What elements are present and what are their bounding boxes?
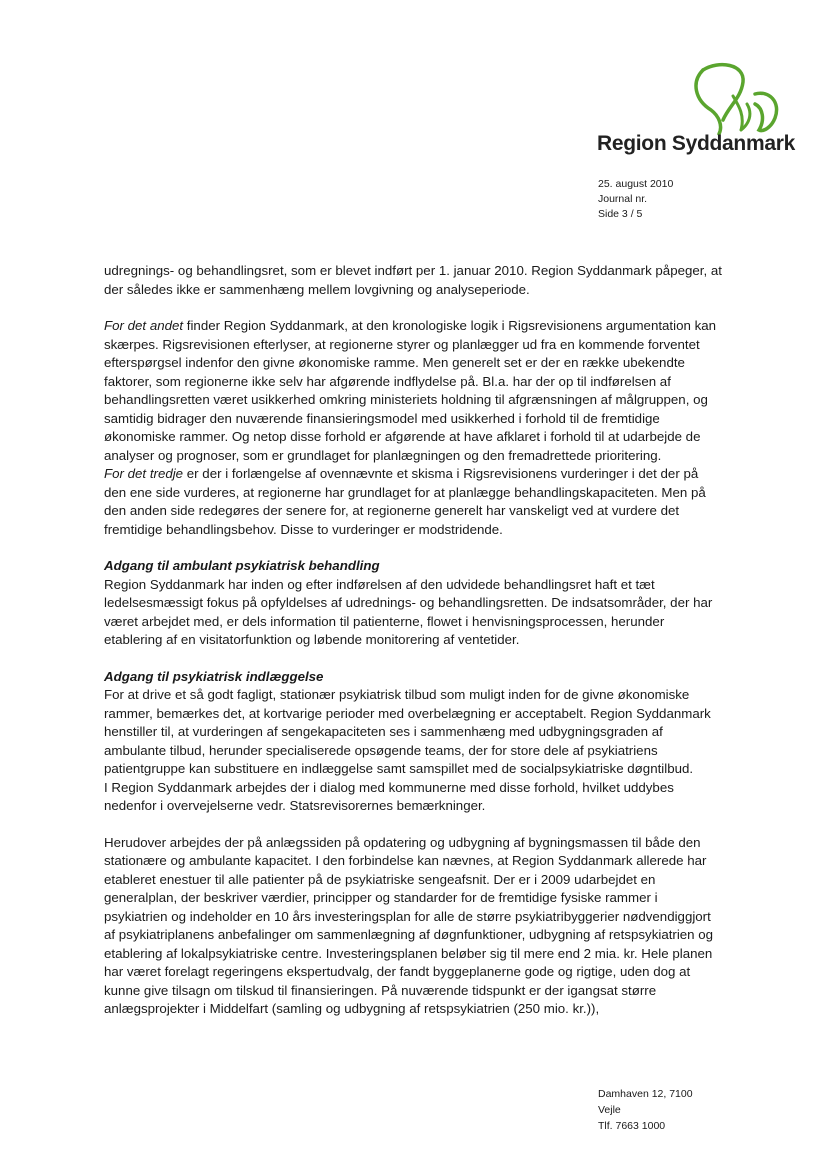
letter-meta bbox=[598, 177, 673, 222]
letter-body bbox=[104, 262, 724, 1037]
footer-phone: Tlf. 7663 1000 bbox=[598, 1120, 666, 1132]
paragraph-7: Herudover arbejdes der på anlægssiden på opdatering og udbygning af bygningsmassen til både den stationære og ambulante kapacitet. I den forbindelse kan nævnes, at Region Syddanmark allerede har etableret enestuer til alle patienter på de psykiatriske sengeafsnit. Der er i 2009 udarbejdet en generalplan, der beskriver værdier, principper og standarder for de fremtidige fysiske rammer i psykiatrien og indeholder en 10 års investeringsplan for alle de større psykiatribyggerier nødvendiggjort af psykiatriplanens anbefalinger om sammenlægning af døgnfunktioner, udbygning af retspsykiatrien og etablering af lokalpsykiatriske centre. Investeringsplanen beløber sig til mere end 2 mia. kr. Hele planen har været forelagt regeringens ekspertudvalg, der fandt byggeplanerne gode og rigtige, uden dog at kunne give tilsagn om tilskud til finansieringen. På nuværende tidspunkt er der igangsat større anlægsprojekter i Middelfart (samling og udbygning af retspsykiatrien (250 mio. kr.)), bbox=[104, 834, 714, 1016]
paragraph-2 bbox=[104, 317, 724, 465]
letter-footer bbox=[598, 1086, 693, 1134]
paragraph-5: For at drive et så godt fagligt, stationær psykiatrisk tilbud som muligt inden for de givne økonomiske rammer, bemærkes det, at kortvarige perioder med overbelægning er acceptabelt. Region Syddanmark henstiller til, at vurderingen af sengekapaciteten ses i sammenhæng med udbygningsgraden af ambulante tilbud, herunder specialiserede opsøgende teams, der for store dele af psykiatriens patientgruppe kan substituere en indlæggelse samt samspillet med de socialpsykiatriske døgntilbud. bbox=[104, 687, 711, 776]
journal-number: Journal nr. bbox=[598, 193, 648, 205]
org-name: Region Syddanmark bbox=[597, 132, 795, 155]
paragraph-3-lead: For det tredje bbox=[104, 466, 184, 481]
paragraph-6: I Region Syddanmark arbejdes der i dialog med kommunerne med disse forhold, hvilket uddybes nedenfor i overvejelserne vedr. Statsrevisorernes bemærkninger. bbox=[104, 779, 674, 813]
page-number: Side 3 / 5 bbox=[598, 208, 643, 220]
paragraph-2-lead: For det andet bbox=[104, 318, 184, 333]
paragraph-2-text: finder Region Syddanmark, at den kronologiske logik i Rigsrevisionens argumentation kan skærpes. Rigsrevisionen efterlyser, at regionerne styrer og planlægger ud fra en kommende forventet efterspørgsel indenfor den givne økonomiske ramme. Men generelt set er der en række ubekendte faktorer, som regionerne ikke selv har afgørende indflydelse på. Bl.a. har der op til indførelsen af behandlingsretten været usikkerhed omkring ministeriets holdning til afgrænsningen af målgruppen, og samtidig bidrager den nuværende finansieringsmodel med usikkerhed i forhold til de fremtidige økonomiske rammer. Og netop disse forhold er afgørende at have afklaret i forhold til at udarbejde de analyser og prognoser, som er grundlaget for planlægningen og den fremadrettede prioritering. bbox=[104, 318, 717, 463]
heading-indlaeggelse: Adgang til psykiatrisk indlæggelse bbox=[104, 668, 324, 684]
paragraph-4: Region Syddanmark har inden og efter indførelsen af den udvidede behandlingsret haft et tæt ledelsesmæssigt fokus på opfyldelses af udrednings- og behandlingsretten. De indsatsområder, der har været arbejdet med, er dels information til patienterne, flowet i henvisningsprocessen, herunder etablering af en visitatorfunktion og løbende monitorering af ventetider. bbox=[104, 576, 713, 647]
region-logo bbox=[597, 60, 795, 160]
paragraph-3-text: er der i forlængelse af ovennævnte et skisma i Rigsrevisionens vurderinger i det der på den ene side vurderes, at regionerne har grundlaget for at planlægge behandlingskapaciteten. Men på den anden side redegøres der senere for, at regionerne generelt har vanskeligt ved at vurdere det fremtidige behandlingsbehov. Disse to vurderinger er modstridende. bbox=[104, 466, 706, 537]
heading-ambulant: Adgang til ambulant psykiatrisk behandling bbox=[104, 558, 380, 573]
letter-date: 25. august 2010 bbox=[598, 178, 674, 190]
paragraph-1: udregnings- og behandlingsret, som er blevet indført per 1. januar 2010. Region Syddanmark påpeger, at der således ikke er sammenhæng mellem lovgivning og analyseperiode. bbox=[104, 263, 722, 297]
footer-address: Damhaven 12, 7100 bbox=[598, 1088, 693, 1100]
footer-city: Vejle bbox=[598, 1104, 621, 1116]
paragraph-3 bbox=[104, 465, 724, 539]
region-logo-icon bbox=[689, 60, 787, 138]
